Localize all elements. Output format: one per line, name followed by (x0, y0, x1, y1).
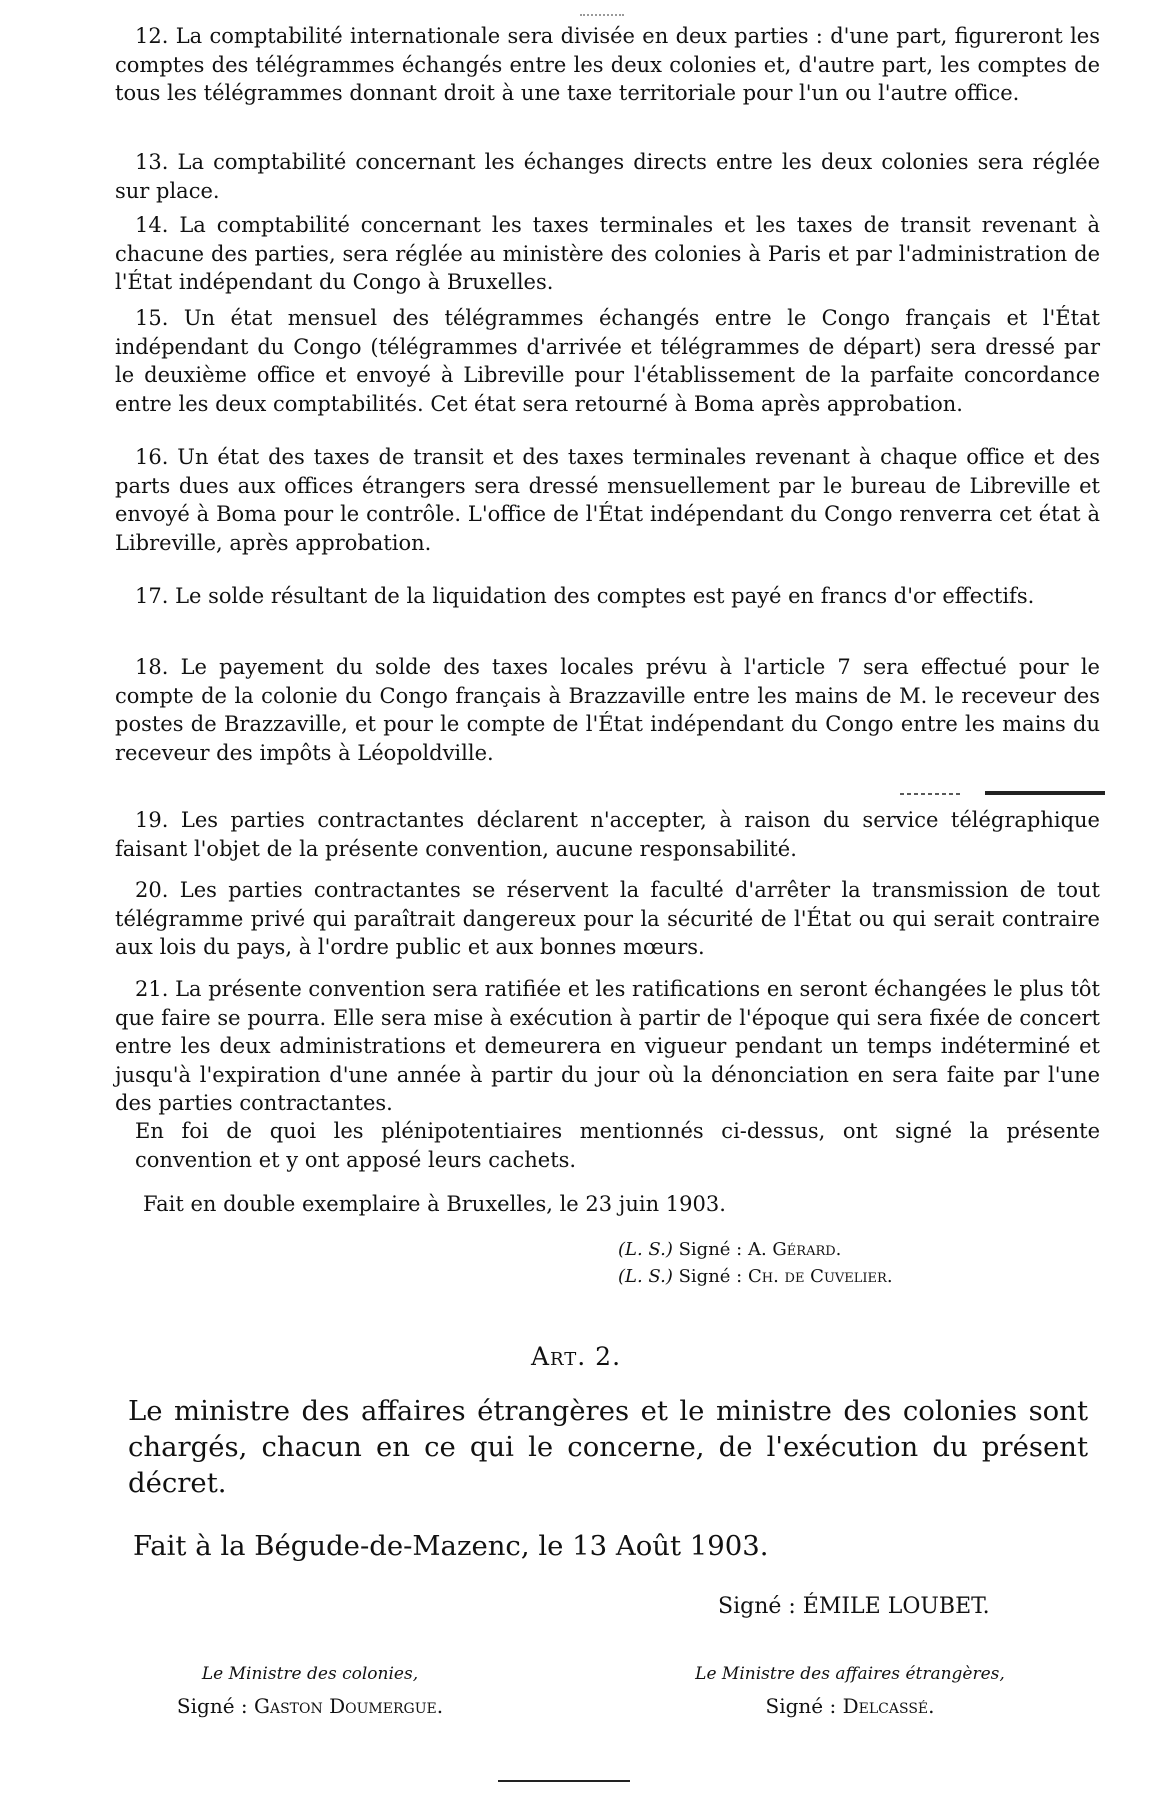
signe-label: Signé : (678, 1239, 743, 1260)
convention-signature-1 (618, 1238, 841, 1262)
article-12 (115, 22, 1100, 108)
article-number: 18. (135, 655, 169, 679)
article-text: Le payement du solde des taxes locales prévu à l'article 7 sera effectué pour le compte de la colonie du Congo français à Brazzaville entre les mains de M. le receveur des postes de Brazzaville, et pour le compte de l'État indépendant du Congo entre les mains du receveur des impôts à Léopoldville. (115, 655, 1100, 765)
article-16 (115, 443, 1100, 557)
article-text: Les parties contractantes déclarent n'accepter, à raison du service télégraphique faisant l'objet de la présente convention, aucune responsabilité. (115, 808, 1100, 861)
closing-rule (498, 1780, 630, 1782)
convention-signature-2 (618, 1265, 893, 1289)
page-top-mark (580, 14, 624, 16)
minister-role: Le Ministre des affaires étrangères, (695, 1664, 1005, 1684)
article-18 (115, 653, 1100, 767)
article-text: Un état mensuel des télégrammes échangés entre le Congo français et l'État indépendant du Congo (télégrammes d'arrivée et télégrammes de départ) sera dressé par le deuxième office et envoyé à Libreville pour l'établissement de la parfaite concordance entre les deux comptabilités. Cet état sera retourné à Boma après approbation. (115, 306, 1100, 416)
minister-name: Gaston Doumergue. (254, 1694, 444, 1718)
seal-mark: (L. S.) (618, 1266, 673, 1287)
en-foi-paragraph: En foi de quoi les plénipotentiaires mentionnés ci-dessus, ont signé la présente convention et y ont apposé leurs cachets. (135, 1119, 1100, 1172)
article-number: 21. (135, 977, 169, 1001)
article-number: 20. (135, 878, 169, 902)
article-number: 12. (135, 24, 169, 48)
article-text: La comptabilité concernant les échanges directs entre les deux colonies sera réglée sur place. (115, 150, 1100, 203)
seal-mark: (L. S.) (618, 1239, 673, 1260)
minister-affaires-etrangeres (655, 1664, 1045, 1718)
signe-label: Signé : (176, 1694, 248, 1718)
article-15 (115, 304, 1100, 418)
article-17 (115, 582, 1100, 611)
signe-label: Signé : (678, 1266, 743, 1287)
fait-decree: Fait à la Bégude-de-Mazenc, le 13 Août 1903. (133, 1530, 769, 1562)
article-number: 19. (135, 808, 169, 832)
article-2-heading: Art. 2. (530, 1342, 622, 1371)
article-19 (115, 806, 1100, 863)
article-text: La comptabilité internationale sera divisée en deux parties : d'une part, figureront les comptes des télégrammes échangés entre les deux colonies et, d'autre part, les comptes de tous les télégrammes donnant droit à une taxe territoriale pour l'un ou l'autre office. (115, 24, 1100, 105)
article-number: 15. (135, 306, 169, 330)
article-number: 13. (135, 150, 169, 174)
minister-name: Delcassé. (842, 1694, 935, 1718)
minister-signature (655, 1694, 1045, 1718)
stray-rule-marks (900, 789, 1105, 799)
minister-colonies (160, 1664, 460, 1718)
article-number: 17. (135, 584, 169, 608)
article-13 (115, 148, 1100, 205)
article-text: Un état des taxes de transit et des taxes terminales revenant à chaque office et des parts dues aux offices étrangers sera dressé mensuellement par le bureau de Libreville et envoyé à Boma pour le contrôle. L'office de l'État indépendant du Congo renverra cet état à Libreville, après approbation. (115, 445, 1100, 555)
article-number: 16. (135, 445, 169, 469)
decree-paragraph: Le ministre des affaires étrangères et le ministre des colonies sont chargés, chacun en ce qui le concerne, de l'exécution du présent décret. (128, 1395, 1088, 1499)
minister-signature (160, 1694, 460, 1718)
signatory-name: A. Gérard. (747, 1239, 842, 1260)
signatory-name: Ch. de Cuvelier. (747, 1266, 893, 1287)
article-text: La comptabilité concernant les taxes terminales et les taxes de transit revenant à chacune des parties, sera réglée au ministère des colonies à Paris et par l'administration de l'État indépendant du Congo à Bruxelles. (115, 213, 1100, 294)
article-14 (115, 211, 1100, 297)
article-text: Le solde résultant de la liquidation des comptes est payé en francs d'or effectifs. (175, 584, 1035, 608)
minister-role: Le Ministre des colonies, (201, 1664, 419, 1684)
fait-convention: Fait en double exemplaire à Bruxelles, le 23 juin 1903. (143, 1192, 726, 1216)
article-text: Les parties contractantes se réservent la faculté d'arrêter la transmission de tout télégramme privé qui paraîtrait dangereux pour la sécurité de l'État ou qui serait contraire aux lois du pays, à l'ordre public et aux bonnes mœurs. (115, 878, 1100, 959)
president-signature: Signé : ÉMILE LOUBET. (718, 1594, 990, 1619)
article-21 (115, 975, 1100, 1118)
signe-label: Signé : (765, 1694, 837, 1718)
article-number: 14. (135, 213, 169, 237)
article-20 (115, 876, 1100, 962)
article-text: La présente convention sera ratifiée et les ratifications en seront échangées le plus tôt que faire se pourra. Elle sera mise à exécution à partir de l'époque qui sera fixée de concert entre les deux administrations et demeurera en vigueur pendant un temps indéterminé et jusqu'à l'expiration d'une année à partir du jour où la dénonciation en sera faite par l'une des parties contractantes. (115, 977, 1100, 1115)
